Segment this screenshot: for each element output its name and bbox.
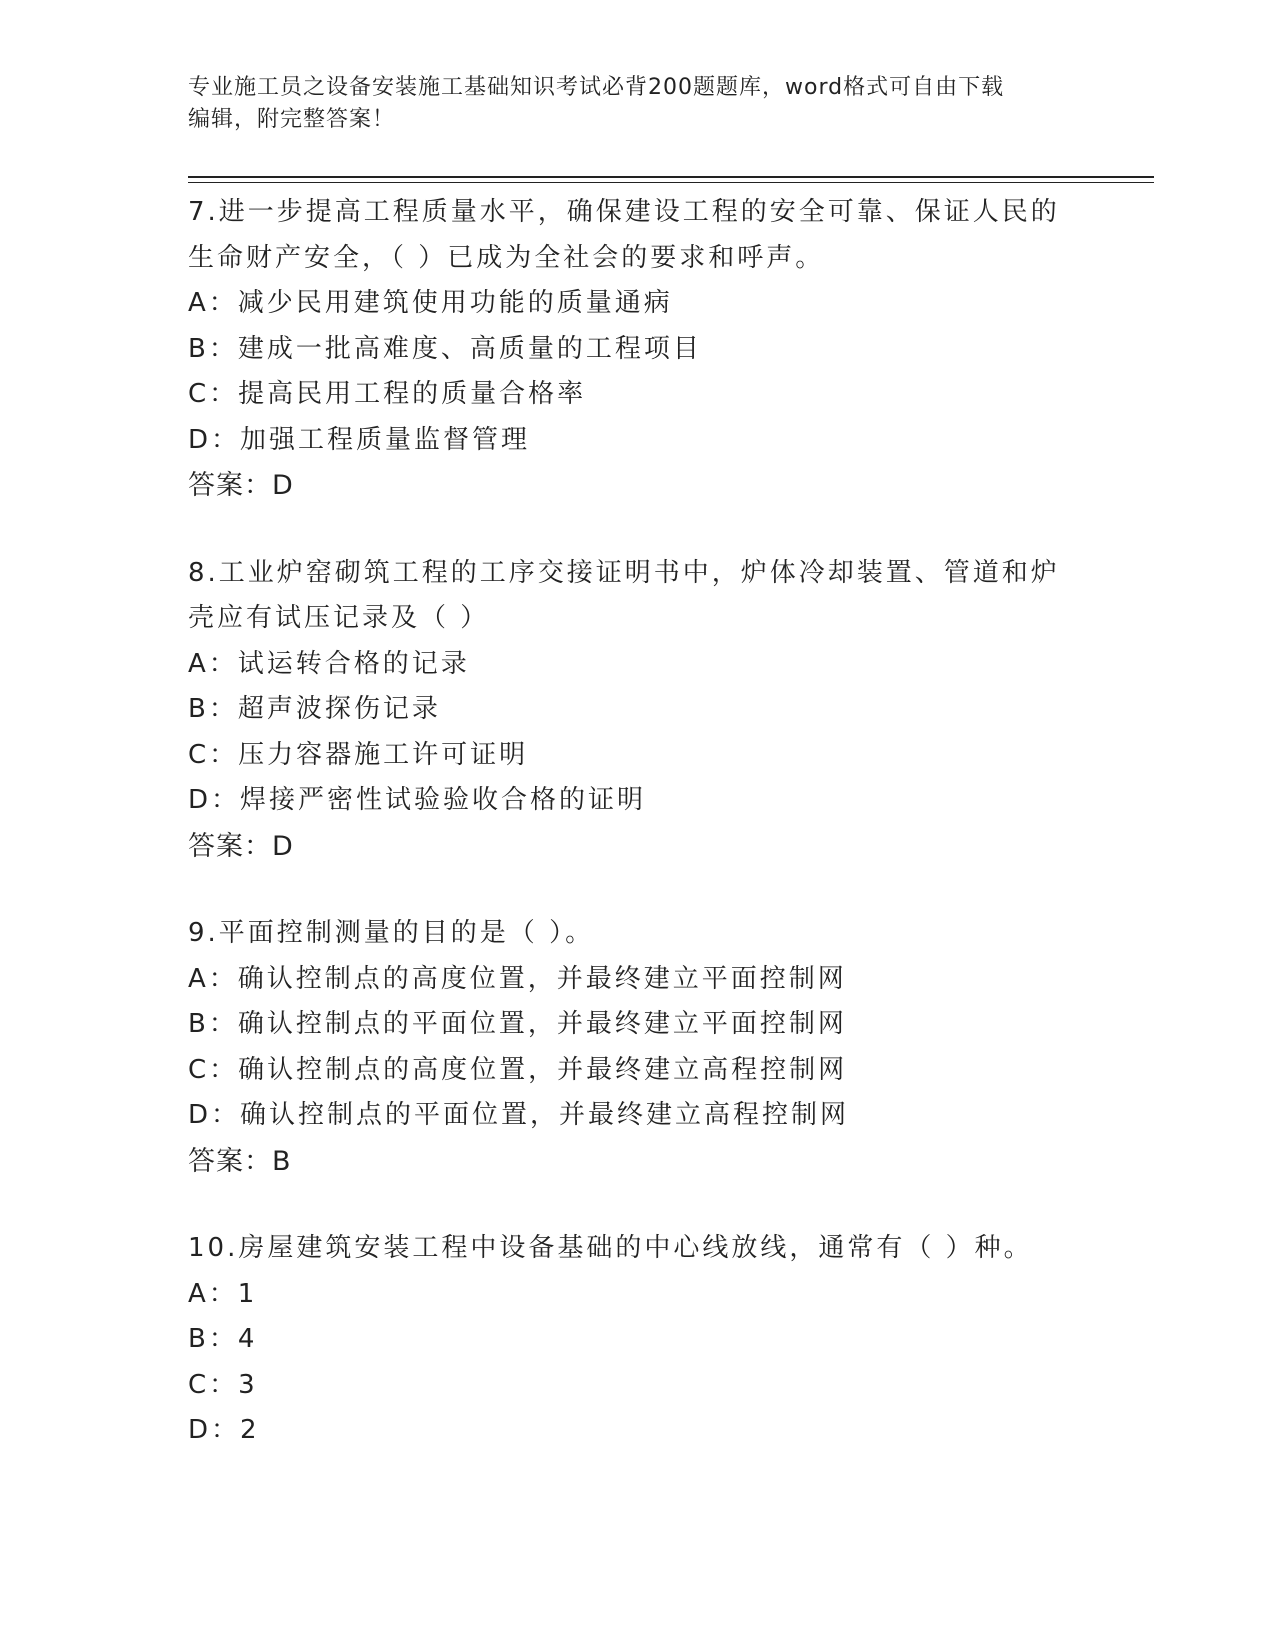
answer-line: 答案：B xyxy=(188,1145,292,1177)
question-stem-line: 壳应有试压记录及（ ） xyxy=(188,603,490,633)
option-b: B：超声波探伤记录 xyxy=(188,694,441,724)
question-10 xyxy=(188,1226,1088,1454)
answer-line: 答案：D xyxy=(188,470,294,501)
option-d: D：焊接严密性试验验收合格的证明 xyxy=(188,785,647,815)
option-b: B：建成一批高难度、高质量的工程项目 xyxy=(188,333,702,364)
header-divider-thick xyxy=(188,176,1154,178)
question-8 xyxy=(188,551,1088,870)
option-d: D：确认控制点的平面位置，并最终建立高程控制网 xyxy=(188,1100,850,1130)
option-d: D：加强工程质量监督管理 xyxy=(188,424,531,455)
question-stem-line: 7.进一步提高工程质量水平，确保建设工程的安全可靠、保证人民的 xyxy=(188,197,1060,227)
option-a: A：减少民用建筑使用功能的质量通病 xyxy=(188,288,673,318)
question-9 xyxy=(188,911,1088,1184)
answer-line: 答案：D xyxy=(188,830,294,862)
option-b: B：确认控制点的平面位置，并最终建立平面控制网 xyxy=(188,1009,847,1039)
option-c: C：确认控制点的高度位置，并最终建立高程控制网 xyxy=(188,1054,848,1085)
question-stem-line: 8.工业炉窑砌筑工程的工序交接证明书中，炉体冷却装置、管道和炉 xyxy=(188,557,1060,588)
header-line-1: 专业施工员之设备安装施工基础知识考试必背200题题库，word格式可自由下载 xyxy=(188,75,1005,100)
option-c: C：提高民用工程的质量合格率 xyxy=(188,379,587,409)
header-divider-thin xyxy=(188,182,1154,183)
option-a: A：试运转合格的记录 xyxy=(188,648,470,679)
question-list xyxy=(188,190,1088,1496)
option-c: C：压力容器施工许可证明 xyxy=(188,739,529,770)
option-b: B：4 xyxy=(188,1324,258,1354)
option-c: C：3 xyxy=(188,1369,258,1400)
question-stem-line: 9.平面控制测量的目的是（ ）。 xyxy=(188,918,595,948)
document-header xyxy=(188,72,1068,136)
header-line-2: 编辑，附完整答案！ xyxy=(188,107,396,132)
option-a: A：确认控制点的高度位置，并最终建立平面控制网 xyxy=(188,963,847,994)
question-7 xyxy=(188,190,1088,509)
option-a: A：1 xyxy=(188,1278,258,1309)
option-d: D：2 xyxy=(188,1415,260,1445)
question-stem-line: 生命财产安全，（ ）已成为全社会的要求和呼声。 xyxy=(188,242,825,273)
question-stem-line: 10.房屋建筑安装工程中设备基础的中心线放线，通常有（ ）种。 xyxy=(188,1233,1033,1263)
